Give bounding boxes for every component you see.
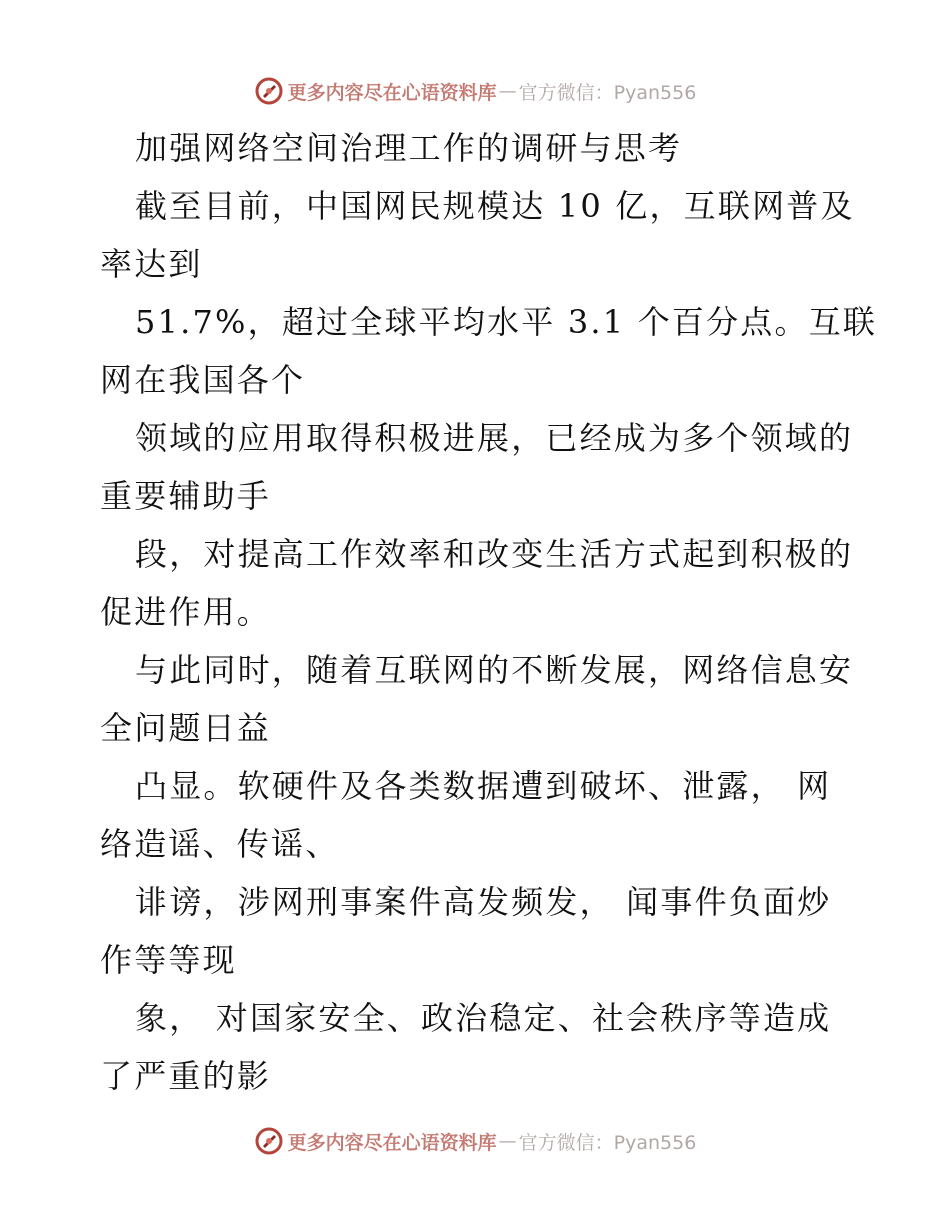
text-line: 作等等现 [100,941,237,979]
logo-icon [254,1126,284,1156]
text-line: 网在我国各个 [100,361,306,399]
document-title: 加强网络空间治理工作的调研与思考 [135,129,683,167]
text-line: 重要辅助手 [100,477,272,515]
text-line: 与此同时，随着互联网的不断发展，网络信息安 [135,651,854,689]
text-line: 络造谣、传谣、 [100,825,340,863]
text-line: 段，对提高工作效率和改变生活方式起到积极的 [135,535,854,573]
header-contact: 官方微信：Pyan556 [518,81,697,104]
footer-contact: 官方微信：Pyan556 [518,1131,697,1154]
header-separator: — [498,80,517,102]
text-line: 截至目前，中国网民规模达 10 亿，互联网普及 [135,187,855,225]
footer-promo-text: 更多内容尽在心语资料库 [287,1131,497,1154]
text-line: 象， 对国家安全、政治稳定、社会秩序等造成 [135,999,832,1037]
footer-separator: — [498,1130,517,1152]
header-banner [0,71,950,111]
text-line: 促进作用。 [100,593,272,631]
header-promo-text: 更多内容尽在心语资料库 [287,81,497,104]
text-line: 凸显。软硬件及各类数据遭到破坏、泄露， 网 [135,767,832,805]
footer-banner [0,1121,950,1161]
text-line: 率达到 [100,245,203,283]
text-line: 了严重的影 [100,1057,272,1095]
text-line: 领域的应用取得积极进展，已经成为多个领域的 [135,419,854,457]
text-line: 51.7%，超过全球平均水平 3.1 个百分点。互联 [135,303,878,341]
text-line: 全问题日益 [100,709,272,747]
logo-icon [254,76,284,106]
text-line: 诽谤，涉网刑事案件高发频发， 闻事件负面炒 [135,883,832,921]
document-body [100,119,878,1105]
